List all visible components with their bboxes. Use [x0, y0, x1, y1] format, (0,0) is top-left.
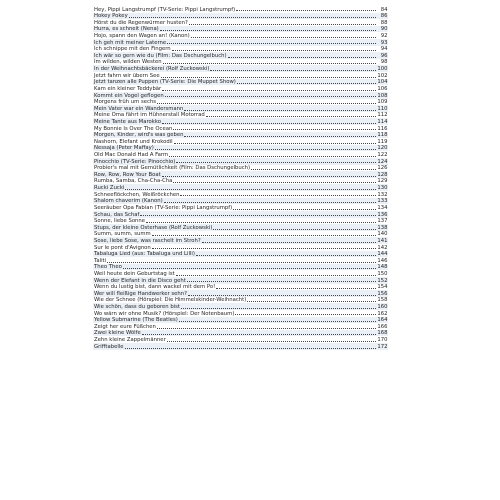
dot-leader — [163, 63, 376, 64]
dot-leader — [247, 301, 375, 302]
toc-entry-page-number: 170 — [377, 337, 388, 344]
toc-entry-page-number: 109 — [377, 99, 388, 106]
toc-entry-page-number: 108 — [377, 92, 388, 99]
toc-entry[interactable] — [93, 178, 388, 185]
toc-entry-page-number: 128 — [377, 171, 388, 178]
toc-entry[interactable] — [93, 13, 388, 20]
toc-entry-title: Hojo, spann den Wagen an! (Kanon) — [94, 33, 190, 40]
toc-entry[interactable] — [93, 310, 388, 317]
toc-entry[interactable] — [93, 191, 388, 198]
toc-entry-page-number: 156 — [377, 290, 388, 297]
toc-entry-page-number: 124 — [377, 158, 388, 165]
toc-entry[interactable] — [93, 317, 388, 324]
toc-entry[interactable] — [93, 112, 388, 119]
toc-entry-page-number: 158 — [377, 297, 388, 304]
toc-entry-title: Hokey Pokey — [94, 13, 128, 20]
toc-entry-page-number: 137 — [377, 218, 388, 225]
dot-leader — [174, 143, 376, 144]
toc-entry[interactable] — [93, 184, 388, 191]
toc-entry-title: Ich schnippe mit den Fingern — [94, 46, 171, 53]
toc-entry-title: Wie der Schnee (Hörspiel: Die Himmelskinder-Weihnacht) — [94, 297, 247, 304]
toc-entry-title: Weil heute dein Geburtstag ist — [94, 270, 175, 277]
toc-entry-title: Wer will fleißige Handwerker sehn? — [94, 290, 187, 297]
toc-entry-title: Wenn du lustig bist, dann wackel mit dem Po! — [94, 284, 216, 291]
toc-entry-page-number: 146 — [377, 257, 388, 264]
toc-entry-page-number: 96 — [380, 52, 388, 59]
toc-entry-title: Grifftabelle — [94, 343, 124, 350]
toc-entry-page-number: 152 — [377, 277, 388, 284]
toc-entry-page-number: 98 — [380, 59, 388, 66]
toc-entry-page-number: 141 — [377, 237, 388, 244]
toc-entry-title: Old Mac Donald Had A Farm — [94, 152, 169, 159]
toc-entry-page-number: 164 — [377, 317, 388, 324]
toc-entry[interactable] — [93, 270, 388, 277]
toc-entry[interactable] — [93, 6, 388, 13]
dot-leader — [176, 275, 376, 276]
toc-entry[interactable] — [93, 46, 388, 53]
toc-entry[interactable] — [93, 145, 388, 152]
dot-leader — [176, 162, 375, 163]
dot-leader — [237, 83, 376, 84]
toc-entry[interactable] — [93, 132, 388, 139]
dot-leader — [184, 136, 375, 137]
dot-leader — [157, 328, 376, 329]
toc-entry[interactable] — [93, 85, 388, 92]
toc-entry[interactable] — [93, 303, 388, 310]
toc-entry-page-number: 150 — [377, 270, 388, 277]
dot-leader — [152, 248, 376, 249]
toc-entry[interactable] — [93, 72, 388, 79]
toc-entry-page-number: 88 — [380, 19, 388, 26]
toc-entry-title: Jetzt tanzen alle Puppen (TV-Serie: Die Muppet Show) — [94, 79, 236, 86]
toc-entry-page-number: 130 — [377, 185, 388, 192]
toc-entry[interactable] — [93, 244, 388, 251]
toc-entry-title: Kam ein kleiner Teddybär — [94, 85, 162, 92]
toc-entry-title: Ich geh mit meiner Laterne — [94, 39, 167, 46]
toc-entry-page-number: 102 — [377, 72, 388, 79]
toc-entry[interactable] — [93, 218, 388, 225]
toc-entry-title: Wo wärn wir ohne Musik? (Hörspiel: Der Notenbaum) — [94, 310, 235, 317]
toc-entry[interactable] — [93, 343, 388, 350]
toc-entry-title: Hey, Pippi Langstrumpf (TV-Serie: Pippi Langstrumpf) — [94, 6, 236, 13]
toc-entry[interactable] — [93, 52, 388, 59]
toc-entry-title: Wenn der Elefant in die Disco geht — [94, 277, 186, 284]
dot-leader — [152, 235, 376, 236]
toc-entry-title: Zehn kleine Zappelmänner — [94, 337, 166, 344]
toc-entry[interactable] — [93, 79, 388, 86]
toc-entry[interactable] — [93, 99, 388, 106]
toc-entry-page-number: 148 — [377, 264, 388, 271]
toc-entry-title: Meine Tante aus Marokko — [94, 118, 161, 125]
toc-entry[interactable] — [93, 92, 388, 99]
toc-entry[interactable] — [93, 257, 388, 264]
toc-entry-page-number: 168 — [377, 330, 388, 337]
dot-leader — [180, 195, 375, 196]
toc-entry-title: Morgen, Kinder, wird's was geben — [94, 132, 184, 139]
dot-leader — [129, 17, 376, 18]
toc-entry-page-number: 122 — [377, 152, 388, 159]
toc-entry[interactable] — [93, 284, 388, 291]
dot-leader — [123, 268, 376, 269]
toc-entry-page-number: 120 — [377, 145, 388, 152]
toc-entry[interactable] — [93, 224, 388, 231]
toc-entry-title: Seeräuber Opa Fabian (TV-Serie: Pippi Langstrumpf) — [94, 204, 233, 211]
toc-entry-title: Hurra, es schneit (Nena) — [94, 26, 159, 33]
toc-entry-title: My Bonnie Is Over The Ocean — [94, 125, 173, 132]
toc-entry-title: Sose, liebe Sose, was raschelt im Stroh? — [94, 237, 201, 244]
toc-entry-page-number: 142 — [377, 244, 388, 251]
toc-entry-page-number: 104 — [377, 79, 388, 86]
toc-entry-title: Tabaluga Lied (aus: Tabaluga und Lilli) — [94, 251, 195, 258]
toc-entry[interactable] — [93, 151, 388, 158]
dot-leader — [235, 314, 375, 315]
toc-entry[interactable] — [93, 105, 388, 112]
dot-leader — [173, 129, 375, 130]
toc-entry-title: Nessaja (Peter Maffay) — [94, 145, 154, 152]
toc-entry[interactable] — [93, 297, 388, 304]
toc-entry[interactable] — [93, 65, 388, 72]
dot-leader — [155, 149, 376, 150]
dot-leader — [236, 10, 375, 11]
toc-entry-title: Mein Vater war ein Wandersmann — [94, 105, 184, 112]
toc-entry[interactable] — [93, 323, 388, 330]
dot-leader — [184, 110, 375, 111]
dot-leader — [164, 202, 376, 203]
toc-entry[interactable] — [93, 211, 388, 218]
toc-entry-title: Row, Row, Row Your Boat — [94, 171, 161, 178]
toc-entry-page-number: 162 — [377, 310, 388, 317]
toc-entry[interactable] — [93, 19, 388, 26]
dot-leader — [107, 262, 375, 263]
toc-entry-title: Schau, das Schaf — [94, 211, 140, 218]
dot-leader — [251, 169, 375, 170]
dot-leader — [191, 37, 376, 38]
toc-entry[interactable] — [93, 251, 388, 258]
toc-entry-title: Ich wär so gern wie du (Film: Das Dschungelbuch) — [94, 52, 227, 59]
dot-leader — [189, 24, 376, 25]
dot-leader — [181, 308, 376, 309]
toc-entry-title: Zwei kleine Wölfe — [94, 330, 141, 337]
toc-entry-title: Taliti — [94, 257, 107, 264]
toc-entry-title: Hörst du die Regenwürmer husten? — [94, 19, 188, 26]
dot-leader — [196, 255, 376, 256]
toc-entry[interactable] — [93, 59, 388, 66]
toc-entry-page-number: 86 — [380, 13, 388, 20]
toc-entry[interactable] — [93, 125, 388, 132]
dot-leader — [188, 295, 376, 296]
toc-entry-title: Schneeflöckchen, Weißröckchen — [94, 191, 180, 198]
toc-entry-page-number: 106 — [377, 85, 388, 92]
toc-entry-title: Meine Oma fährt im Hühnerstall Motorrad — [94, 112, 205, 119]
toc-entry-page-number: 132 — [377, 191, 388, 198]
toc-entry[interactable] — [93, 32, 388, 39]
dot-leader — [162, 123, 376, 124]
toc-entry-title: Im wilden, wilden Westen — [94, 59, 162, 66]
toc-entry-page-number: 138 — [377, 224, 388, 231]
toc-entry-page-number: 90 — [380, 26, 388, 33]
toc-entry[interactable] — [93, 277, 388, 284]
toc-entry-title: Yellow Submarine (The Beatles) — [94, 317, 178, 324]
toc-entry-title: Nashorn, Elefant und Krokodil — [94, 138, 173, 145]
dot-leader — [157, 103, 375, 104]
toc-entry-page-number: 144 — [377, 251, 388, 258]
toc-entry-title: Summ, summ, summ — [94, 231, 151, 238]
toc-entry-page-number: 116 — [377, 125, 388, 132]
dot-leader — [142, 334, 376, 335]
toc-entry[interactable] — [93, 290, 388, 297]
toc-entry-page-number: 114 — [377, 118, 388, 125]
dot-leader — [173, 182, 375, 183]
dot-leader — [213, 229, 375, 230]
dot-leader — [125, 189, 375, 190]
dot-leader — [210, 70, 375, 71]
toc-entry-title: Shalom chaverim (Kanon) — [94, 198, 163, 205]
dot-leader — [140, 215, 375, 216]
toc-entry-page-number: 129 — [377, 178, 388, 185]
toc-entry[interactable] — [93, 198, 388, 205]
toc-entry-page-number: 133 — [377, 198, 388, 205]
dot-leader — [161, 77, 376, 78]
toc-entry-title: Zeigt her eure Füßchen — [94, 323, 156, 330]
dot-leader — [172, 50, 376, 51]
dot-leader — [162, 90, 375, 91]
toc-entry-title: Stups, der kleine Osterhase (Rolf Zuckowski) — [94, 224, 213, 231]
toc-entry-title: Jetzt fahrn wir übern See — [94, 72, 160, 79]
dot-leader — [169, 156, 375, 157]
dot-leader — [146, 222, 375, 223]
toc-entry-page-number: 100 — [377, 66, 388, 73]
toc-entry-title: Pinocchio (TV-Serie: Pinocchio) — [94, 158, 176, 165]
toc-entry-page-number: 172 — [377, 343, 388, 350]
toc-entry-title: Rucki Zucki — [94, 185, 125, 192]
toc-entry[interactable] — [93, 26, 388, 33]
toc-entry-page-number: 160 — [377, 304, 388, 311]
dot-leader — [206, 116, 376, 117]
toc-entry-page-number: 136 — [377, 211, 388, 218]
toc-entry[interactable] — [93, 336, 388, 343]
table-of-contents — [93, 6, 388, 350]
toc-entry-page-number: 166 — [377, 323, 388, 330]
toc-entry-title: Theo Theo — [94, 264, 122, 271]
toc-entry-page-number: 94 — [380, 46, 388, 53]
toc-entry-page-number: 134 — [377, 204, 388, 211]
dot-leader — [125, 348, 376, 349]
toc-entry[interactable] — [93, 171, 388, 178]
dot-leader — [179, 321, 376, 322]
toc-entry[interactable] — [93, 39, 388, 46]
toc-entry-title: Kommt ein Vogel geflogen — [94, 92, 164, 99]
dot-leader — [167, 341, 376, 342]
toc-entry-title: Sonne, liebe Sonne — [94, 218, 146, 225]
toc-entry[interactable] — [93, 118, 388, 125]
toc-entry[interactable] — [93, 237, 388, 244]
toc-entry-page-number: 93 — [380, 39, 388, 46]
toc-entry[interactable] — [93, 231, 388, 238]
toc-entry-page-number: 140 — [377, 231, 388, 238]
toc-entry-page-number: 119 — [377, 138, 388, 145]
toc-entry-title: In der Weihnachtsbäckerei (Rolf Zuckowski) — [94, 66, 210, 73]
toc-entry-page-number: 92 — [380, 33, 388, 40]
toc-entry[interactable] — [93, 138, 388, 145]
toc-entry[interactable] — [93, 330, 388, 337]
toc-entry-page-number: 110 — [377, 105, 388, 112]
dot-leader — [167, 43, 375, 44]
dot-leader — [216, 288, 375, 289]
toc-entry-page-number: 154 — [377, 284, 388, 291]
toc-entry[interactable] — [93, 158, 388, 165]
toc-entry-title: Morgens früh um sechs — [94, 99, 157, 106]
toc-entry-title: Rumba, Samba, Cha-Cha-Cha — [94, 178, 173, 185]
dot-leader — [202, 242, 376, 243]
toc-entry-title: Sur le pont d'Avignon — [94, 244, 151, 251]
dot-leader — [165, 96, 376, 97]
toc-entry-page-number: 118 — [377, 132, 388, 139]
toc-entry[interactable] — [93, 165, 388, 172]
toc-entry-title: Probier's mal mit Gemütlichkeit (Film: Das Dschungelbuch) — [94, 165, 251, 172]
dot-leader — [162, 176, 376, 177]
dot-leader — [233, 209, 375, 210]
dot-leader — [187, 281, 376, 282]
toc-entry[interactable] — [93, 204, 388, 211]
toc-entry-page-number: 126 — [377, 165, 388, 172]
toc-entry-page-number: 84 — [380, 6, 388, 13]
toc-entry-page-number: 112 — [377, 112, 388, 119]
dot-leader — [228, 57, 376, 58]
dot-leader — [160, 30, 376, 31]
toc-entry[interactable] — [93, 264, 388, 271]
toc-entry-title: Wie schön, dass du geboren bist — [94, 304, 180, 311]
